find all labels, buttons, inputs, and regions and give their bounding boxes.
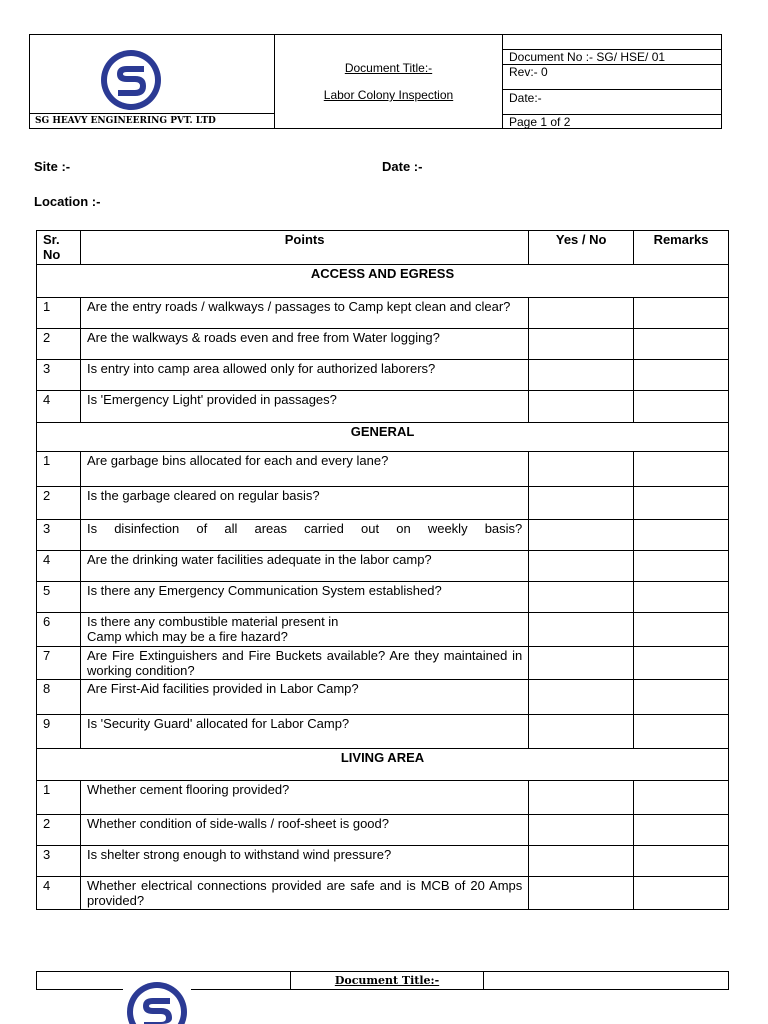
- table-row: [37, 815, 729, 846]
- row-number: 2: [37, 329, 81, 360]
- row-number: 4: [37, 391, 81, 423]
- remarks-cell[interactable]: [634, 360, 729, 391]
- yes-no-cell[interactable]: [529, 520, 634, 551]
- table-row: [37, 391, 729, 423]
- table-header-row: [37, 231, 729, 265]
- table-row: [37, 298, 729, 329]
- row-point: Are the entry roads / walkways / passages to Camp kept clean and clear?: [80, 298, 528, 329]
- row-number: 1: [37, 298, 81, 329]
- yes-no-cell[interactable]: [529, 680, 634, 715]
- row-point: Is the garbage cleared on regular basis?: [80, 487, 528, 520]
- row-number: 7: [37, 647, 81, 680]
- row-point: Is disinfection of all areas carried out on weekly basis?: [80, 520, 528, 551]
- row-number: 2: [37, 815, 81, 846]
- section-title-living-area: LIVING AREA: [37, 749, 729, 781]
- remarks-cell[interactable]: [634, 877, 729, 910]
- table-row: [37, 329, 729, 360]
- table-row: [37, 877, 729, 910]
- document-title-cell: [275, 35, 503, 129]
- row-point: Is shelter strong enough to withstand wind pressure?: [80, 846, 528, 877]
- row-number: 2: [37, 487, 81, 520]
- table-row: [37, 715, 729, 749]
- header-points: Points: [80, 231, 528, 265]
- yes-no-cell[interactable]: [529, 551, 634, 582]
- yes-no-cell[interactable]: [529, 877, 634, 910]
- table-row: [37, 582, 729, 613]
- table-row: [37, 360, 729, 391]
- location-label: Location :-: [34, 194, 101, 209]
- header-yes-no: Yes / No: [529, 231, 634, 265]
- company-name: SG HEAVY ENGINEERING PVT. LTD: [30, 113, 275, 129]
- company-logo-icon: [100, 49, 162, 111]
- logo-cell: [30, 35, 275, 113]
- table-row: [37, 781, 729, 815]
- row-number: 4: [37, 877, 81, 910]
- header-remarks: Remarks: [634, 231, 729, 265]
- remarks-cell[interactable]: [634, 452, 729, 487]
- remarks-cell[interactable]: [634, 582, 729, 613]
- yes-no-cell[interactable]: [529, 647, 634, 680]
- section-row: [37, 423, 729, 452]
- remarks-cell[interactable]: [634, 680, 729, 715]
- row-point: Whether electrical connections provided are safe and is MCB of 20 Amps provided?: [80, 877, 528, 910]
- table-row: [37, 487, 729, 520]
- row-point: Are garbage bins allocated for each and every lane?: [80, 452, 528, 487]
- remarks-cell[interactable]: [634, 613, 729, 647]
- remarks-cell[interactable]: [634, 715, 729, 749]
- yes-no-cell[interactable]: [529, 360, 634, 391]
- date-label: Date :-: [382, 159, 423, 174]
- row-number: 9: [37, 715, 81, 749]
- table-row: [37, 520, 729, 551]
- remarks-cell[interactable]: [634, 520, 729, 551]
- remarks-cell[interactable]: [634, 487, 729, 520]
- section-title-general: GENERAL: [37, 423, 729, 452]
- remarks-cell[interactable]: [634, 846, 729, 877]
- page-number: Page 1 of 2: [503, 114, 722, 129]
- row-point: Whether condition of side-walls / roof-sheet is good?: [80, 815, 528, 846]
- remarks-cell[interactable]: [634, 298, 729, 329]
- row-number: 6: [37, 613, 81, 647]
- row-number: 3: [37, 520, 81, 551]
- row-point: Is 'Security Guard' allocated for Labor Camp?: [80, 715, 528, 749]
- document-title-label: Document Title:-: [344, 61, 433, 75]
- document-info: [503, 35, 722, 129]
- header-date: Date:-: [503, 89, 722, 114]
- row-number: 3: [37, 846, 81, 877]
- remarks-cell[interactable]: [634, 391, 729, 423]
- yes-no-cell[interactable]: [529, 329, 634, 360]
- remarks-cell[interactable]: [634, 781, 729, 815]
- footer-document-title-label: Document Title:-: [291, 972, 484, 989]
- row-number: 5: [37, 582, 81, 613]
- row-point: Whether cement flooring provided?: [80, 781, 528, 815]
- row-number: 1: [37, 452, 81, 487]
- row-number: 8: [37, 680, 81, 715]
- row-point: Is entry into camp area allowed only for authorized laborers?: [80, 360, 528, 391]
- yes-no-cell[interactable]: [529, 613, 634, 647]
- yes-no-cell[interactable]: [529, 487, 634, 520]
- remarks-cell[interactable]: [634, 329, 729, 360]
- yes-no-cell[interactable]: [529, 846, 634, 877]
- site-label: Site :-: [34, 159, 71, 174]
- yes-no-cell[interactable]: [529, 391, 634, 423]
- section-title-access-egress: ACCESS AND EGRESS: [37, 265, 729, 298]
- remarks-cell[interactable]: [634, 551, 729, 582]
- row-point: Are First-Aid facilities provided in Labor Camp?: [80, 680, 528, 715]
- document-header: [29, 34, 722, 129]
- table-row: [37, 452, 729, 487]
- row-number: 4: [37, 551, 81, 582]
- inspection-table: [36, 230, 729, 910]
- row-number: 1: [37, 781, 81, 815]
- row-number: 3: [37, 360, 81, 391]
- table-row: [37, 613, 729, 647]
- yes-no-cell[interactable]: [529, 582, 634, 613]
- row-point: Are Fire Extinguishers and Fire Buckets available? Are they maintained in working condition?: [80, 647, 528, 680]
- section-row: [37, 265, 729, 298]
- footer-company-logo-icon: [123, 978, 191, 1024]
- document-title: Labor Colony Inspection: [323, 88, 454, 102]
- remarks-cell[interactable]: [634, 815, 729, 846]
- yes-no-cell[interactable]: [529, 815, 634, 846]
- revision: Rev:- 0: [503, 64, 722, 89]
- remarks-cell[interactable]: [634, 647, 729, 680]
- yes-no-cell[interactable]: [529, 715, 634, 749]
- section-row: [37, 749, 729, 781]
- row-point: Are the walkways & roads even and free from Water logging?: [80, 329, 528, 360]
- table-row: [37, 846, 729, 877]
- row-point: Are the drinking water facilities adequate in the labor camp?: [80, 551, 528, 582]
- header-sr-no: Sr. No: [37, 231, 81, 265]
- row-point: Is 'Emergency Light' provided in passages?: [80, 391, 528, 423]
- table-row: [37, 647, 729, 680]
- table-row: [37, 551, 729, 582]
- yes-no-cell[interactable]: [529, 452, 634, 487]
- yes-no-cell[interactable]: [529, 781, 634, 815]
- row-point: Is there any combustible material present in Camp which may be a fire hazard?: [80, 613, 528, 647]
- document-number: Document No :- SG/ HSE/ 01: [503, 49, 722, 64]
- row-point: Is there any Emergency Communication System established?: [80, 582, 528, 613]
- yes-no-cell[interactable]: [529, 298, 634, 329]
- table-row: [37, 680, 729, 715]
